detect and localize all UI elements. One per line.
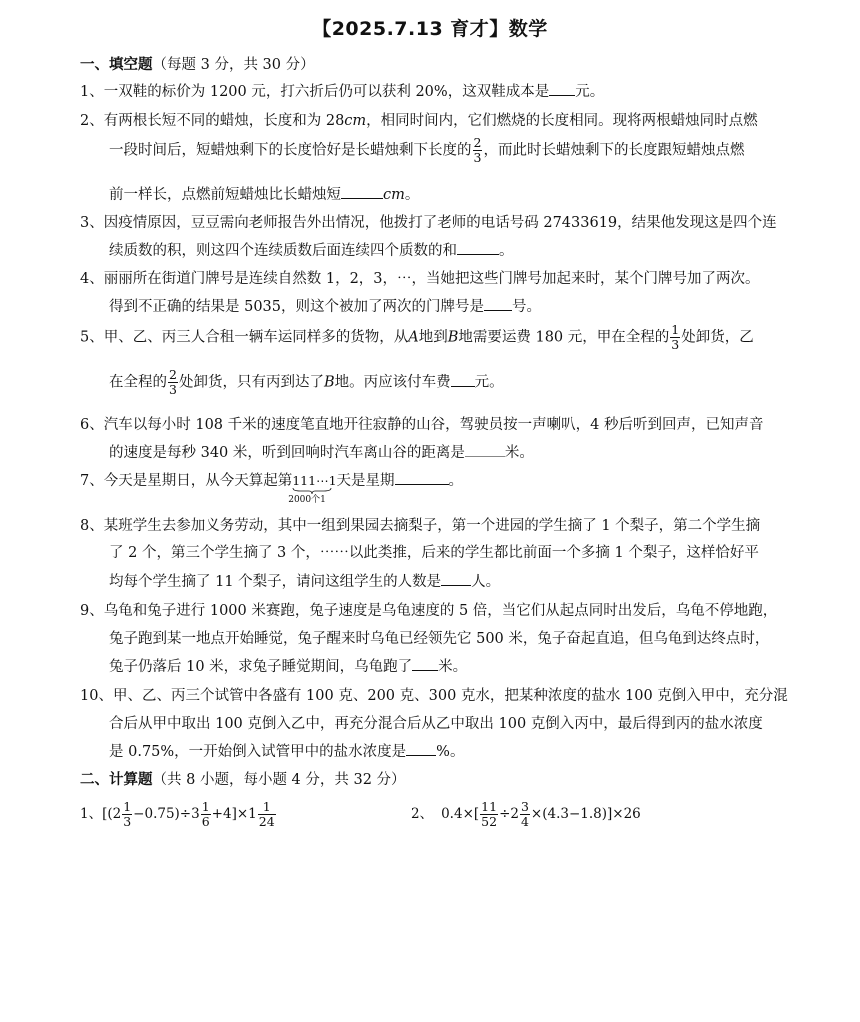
expression-part: [(2: [102, 806, 122, 822]
question-text: 兔子跑到某一地点开始睡觉，兔子醒来时乌龟已经领先它 500 米，兔子奋起直追，但乌龟到达终点时，: [109, 631, 770, 647]
question-text: 续质数的积，则这四个连续质数后面连续四个质数的和: [109, 243, 457, 259]
fraction: $\frac{1}{6}$: [201, 799, 210, 829]
question-text: 处卸货，只有丙到达了: [178, 374, 324, 391]
question-text: ，而此时长蜡烛剩下的长度跟短蜡烛点燃: [483, 142, 745, 159]
fraction: $\frac{11}{52}$: [481, 799, 498, 829]
question-number: 3、: [80, 215, 104, 231]
expression-part: ×(4.3−1.8)]×26: [530, 806, 641, 822]
unit-label: cm: [344, 113, 367, 129]
fraction: $\frac{3}{4}$: [520, 799, 529, 829]
question-tail: 。: [448, 473, 464, 489]
question-text: 今天是星期日，从今天算起第: [103, 473, 293, 489]
answer-blank[interactable]: [341, 184, 383, 199]
question-tail: %。: [436, 744, 465, 760]
question-text: 甲、乙、丙三个试管中各盛有 100 克、200 克、300 克水，把某种浓度的盐水 100 克倒入甲中，充分混: [112, 688, 788, 704]
question-text: 了 2 个，第三个学生摘了 3 个，⋯⋯以此类推，后来的学生都比前面一个多摘 1 个梨子，这样恰好平: [109, 545, 759, 561]
point-label: B: [323, 374, 335, 391]
section-title: 一、填空题: [80, 57, 153, 73]
question-text: 某班学生去参加义务劳动，其中一组到果园去摘梨子，第一个进园的学生摘了 1 个梨子，第二个学生摘: [103, 518, 761, 534]
calculation-1: [80, 800, 277, 829]
answer-blank[interactable]: [395, 470, 449, 485]
question-number: 9、: [80, 603, 104, 619]
question-text: ，相同时间内，它们燃烧的长度相同。现将两根蜡烛同时点燃: [366, 113, 758, 129]
fraction: $\frac{1}{3}$: [671, 322, 680, 352]
answer-blank[interactable]: [441, 571, 471, 586]
expression-part: 0.4×[: [441, 806, 480, 822]
question-tail: 米。: [438, 659, 468, 675]
question-text: 合后从甲中取出 100 克倒入乙中，再充分混合后从乙中取出 100 克倒入丙中，最后得到丙的盐水浓度: [109, 716, 763, 732]
question-text: 一双鞋的标价为 1200 元，打六折后仍可以获利 20%，这双鞋成本是: [103, 84, 550, 100]
brace-label: 2000个1: [288, 495, 326, 505]
point-label: B: [447, 329, 459, 346]
question-number: 6、: [80, 417, 104, 433]
question-text: 有两根长短不同的蜡烛，长度和为 28: [103, 113, 345, 129]
section-note: （共 8 小题，每小题 4 分，共 32 分）: [152, 772, 406, 788]
question-text: 均每个学生摘了 11 个梨子，请问这组学生的人数是: [109, 574, 442, 590]
question-number: 4、: [80, 271, 104, 287]
question-text: 得到不正确的结果是 5035，则这个被加了两次的门牌号是: [109, 299, 485, 315]
point-label: A: [408, 329, 419, 346]
question-tail: 。: [404, 187, 420, 203]
question-text: 地。丙应该付车费: [334, 374, 451, 391]
expression-part: +4]×1: [211, 806, 257, 822]
question-text: 处卸货，乙: [681, 329, 754, 346]
answer-blank[interactable]: [451, 372, 475, 387]
question-number: 2、: [80, 113, 104, 129]
question-tail: 元。: [474, 374, 504, 391]
question-number: 5、: [80, 329, 104, 346]
question-text: 地需要运费 180 元，甲在全程的: [458, 329, 670, 346]
answer-blank[interactable]: [406, 741, 436, 756]
question-tail: 。: [499, 243, 514, 259]
question-text: 前一样长，点燃前短蜡烛比长蜡烛短: [109, 187, 341, 203]
question-text: 是 0.75%，一开始倒入试管甲中的盐水浓度是: [109, 744, 407, 760]
answer-blank[interactable]: [412, 656, 438, 671]
repeated-ones-number: 111⋯1 2000个1: [288, 473, 337, 505]
question-text: 的速度是每秒 340 米，听到回响时汽车离山谷的距离是: [109, 445, 465, 461]
question-7: [80, 469, 464, 505]
question-text: 乌龟和兔子进行 1000 米赛跑，兔子速度是乌龟速度的 5 倍，当它们从起点同时出发后，乌龟不停地跑，: [103, 603, 778, 619]
expression-part: ÷2: [499, 806, 519, 822]
question-text: 丽丽所在街道门牌号是连续自然数 1，2，3，⋯，当她把这些门牌号加起来时，某个门牌号加了两次。: [103, 271, 760, 287]
fraction: $\frac{2}{3}$: [473, 135, 482, 165]
question-number: 2、: [411, 806, 434, 822]
question-1: [80, 80, 604, 101]
fraction: $\frac{1}{3}$: [123, 799, 132, 829]
question-text: 汽车以每小时 108 千米的速度笔直地开往寂静的山谷，驾驶员按一声喇叭，4 秒后听到回声，已知声音: [103, 417, 764, 433]
question-text: 因疫情原因，豆豆需向老师报告外出情况，他拨打了老师的电话号码 27433619，结果他发现这是四个连: [103, 215, 777, 231]
section-note: （每题 3 分，共 30 分）: [152, 57, 315, 73]
answer-blank[interactable]: [549, 81, 575, 96]
question-tail: 元。: [575, 84, 605, 100]
question-text: 天是星期: [336, 473, 395, 489]
question-text: 地到: [418, 329, 448, 346]
question-text: 在全程的: [109, 374, 167, 391]
section-fill-in-header: [80, 53, 315, 74]
question-tail: 米。: [504, 445, 534, 461]
question-number: 8、: [80, 518, 104, 534]
question-text: 兔子仍落后 10 米，求兔子睡觉期间，乌龟跑了: [109, 659, 413, 675]
question-text: 甲、乙、丙三人合租一辆车运同样多的货物，从: [103, 329, 409, 346]
section-title: 二、计算题: [80, 772, 153, 788]
fraction: $\frac{2}{3}$: [169, 367, 177, 397]
question-number: 7、: [80, 473, 104, 489]
calculation-2: [411, 800, 641, 829]
question-number: 1、: [80, 806, 103, 822]
answer-blank[interactable]: [465, 442, 505, 457]
question-text: 一段时间后，短蜡烛剩下的长度恰好是长蜡烛剩下长度的: [109, 142, 472, 159]
answer-blank[interactable]: [457, 240, 499, 255]
fraction: $\frac{1}{24}$: [258, 799, 275, 829]
question-number: 1、: [80, 84, 104, 100]
section-calculation-header: [80, 768, 406, 789]
answer-blank[interactable]: [484, 296, 512, 311]
page-title: 【2025.7.13 育才】数学: [312, 18, 548, 40]
question-tail: 人。: [471, 574, 501, 590]
question-tail: 号。: [512, 299, 542, 315]
question-number: 10、: [80, 688, 113, 704]
expression-part: −0.75)÷3: [133, 806, 200, 822]
unit-label: cm: [383, 187, 405, 203]
